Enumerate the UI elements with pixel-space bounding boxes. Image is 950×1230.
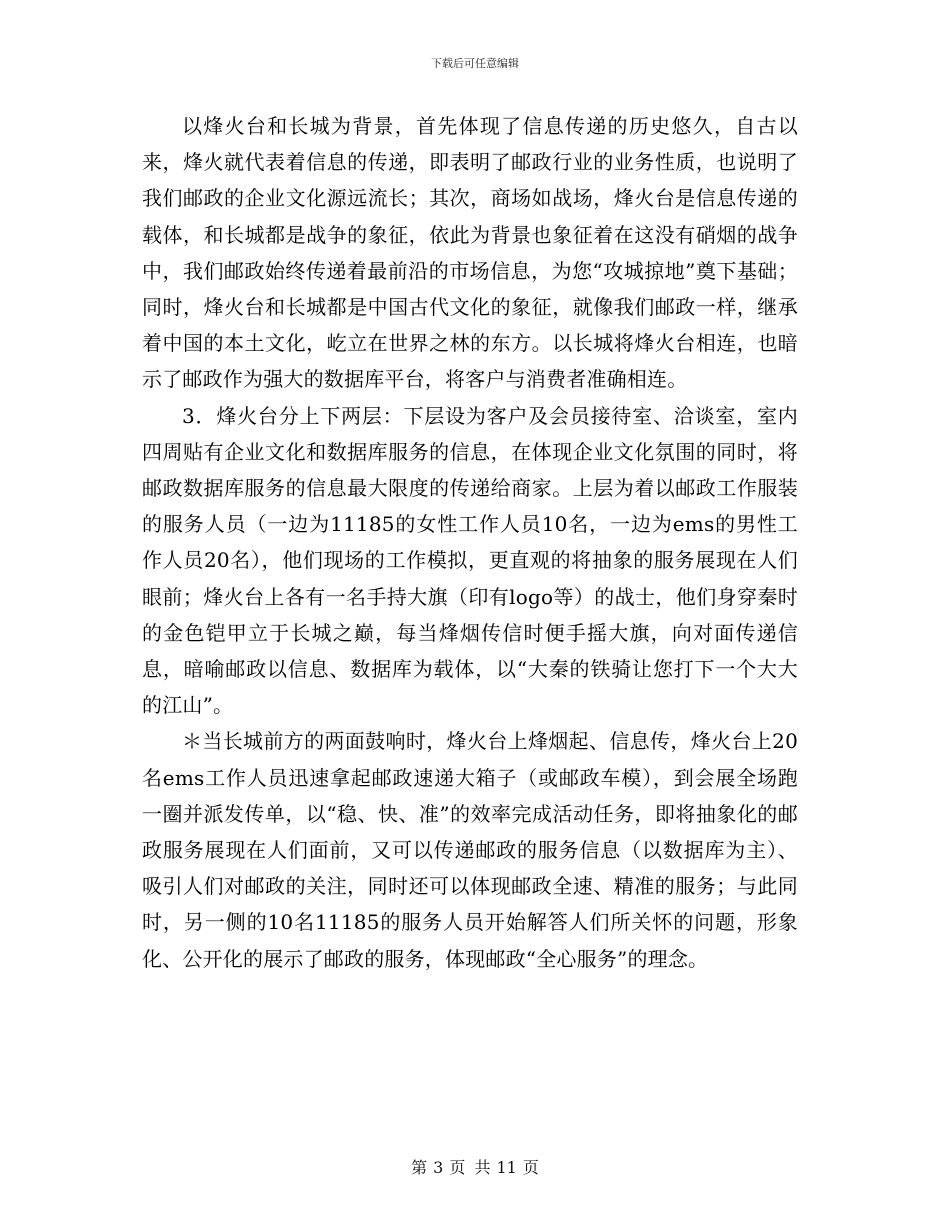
paragraph-beacon-tower-floors: 3．烽火台分上下两层：下层设为客户及会员接待室、洽谈室，室内四周贴有企业文化和数据库服务的信息，在体现企业文化氛围的同时，将邮政数据库服务的信息最大限度的传递给商家。上层为着以邮政工作服装的服务人员（一边为11185的女性工作人员10名，一边为ems的男性工作人员20名），他们现场的工作模拟，更直观的将抽象的服务展现在人们眼前；烽火台上各有一名手持大旗（印有logo等）的战士，他们身穿秦时的金色铠甲立于长城之巅，每当烽烟传信时便手摇大旗，向对面传递信息，暗喻邮政以信息、数据库为载体，以“大秦的铁骑让您打下一个大大的江山”。 [142,403,798,718]
paragraph-background: 以烽火台和长城为背景，首先体现了信息传递的历史悠久，自古以来，烽火就代表着信息的传递，即表明了邮政行业的业务性质，也说明了我们邮政的企业文化源远流长；其次，商场如战场，烽火台是信息传递的载体，和长城都是战争的象征，依此为背景也象征着在这没有硝烟的战争中，我们邮政始终传递着最前沿的市场信息，为您“攻城掠地”奠下基础；同时，烽火台和长城都是中国古代文化的象征，就像我们邮政一样，继承着中国的本土文化，屹立在世界之林的东方。以长城将烽火台相连，也暗示了邮政作为强大的数据库平台，将客户与消费者准确相连。 [142,114,798,392]
header-note: 下载后可任意编辑 [431,57,519,70]
page-total: 11 [496,1158,517,1177]
page-prefix: 第 [411,1158,428,1177]
page-middle: 页 共 [449,1158,491,1177]
page-number: 3 [433,1158,444,1177]
paragraph-drum-event: ＊当长城前方的两面鼓响时，烽火台上烽烟起、信息传，烽火台上20名ems工作人员迅速拿起邮政速递大箱子（或邮政车模），到会展全场跑一圈并派发传单，以“稳、快、准”的效率完成活动任务，即将抽象化的邮政服务展现在人们面前，又可以传递邮政的服务信息（以数据库为主）、吸引人们对邮政的关注，同时还可以体现邮政全速、精准的服务；与此同时，另一侧的10名11185的服务人员开始解答人们所关怀的问题，形象化、公开化的展示了邮政的服务，体现邮政“全心服务”的理念。 [142,729,798,971]
page-footer [0,1155,950,1178]
page-suffix: 页 [522,1158,539,1177]
document-body [142,108,798,977]
